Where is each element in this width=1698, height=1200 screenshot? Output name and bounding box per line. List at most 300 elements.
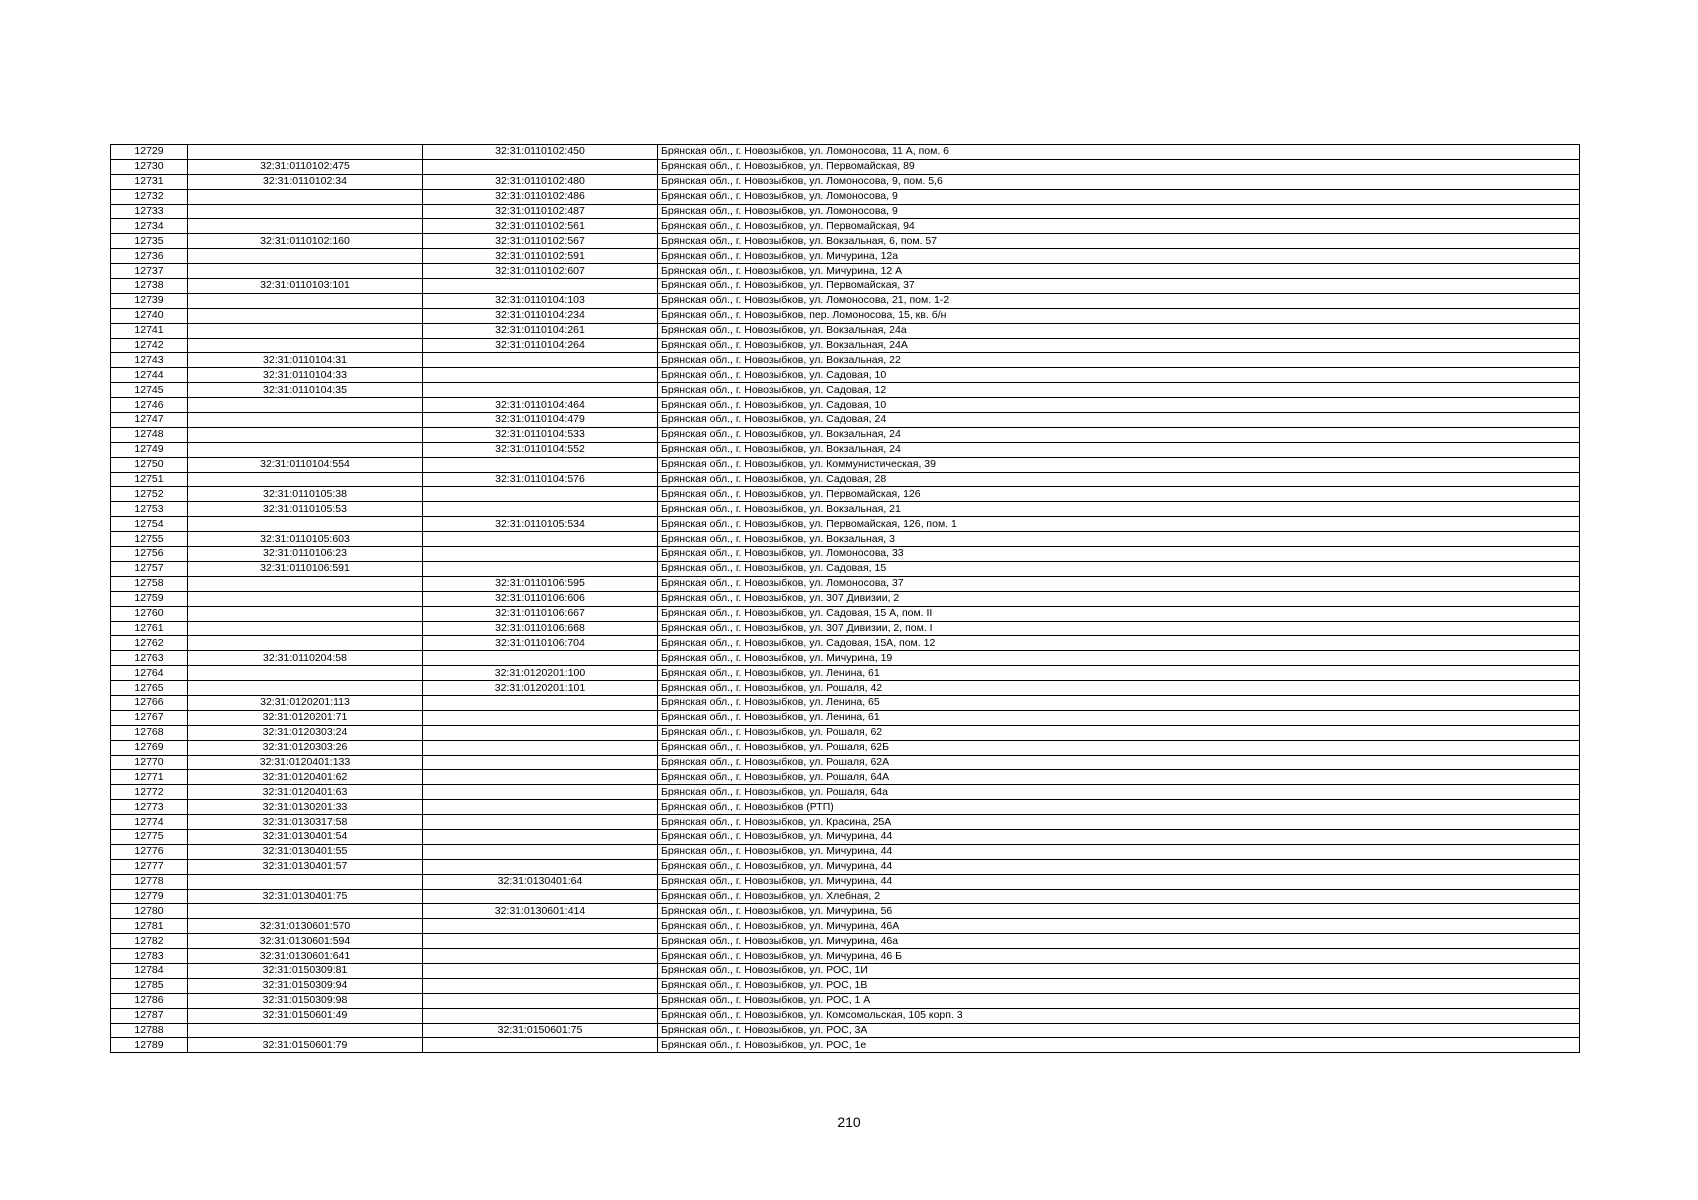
table-row [111,844,1580,859]
cadastral-number-cell: 32:31:0130201:33 [188,800,423,815]
address-cell: Брянская обл., г. Новозыбков, ул. Вокзальная, 22 [658,353,1580,368]
premises-cadastral-number-cell [423,993,658,1008]
address-cell: Брянская обл., г. Новозыбков, ул. Первомайская, 126, пом. 1 [658,517,1580,532]
registry-table [110,144,1580,1053]
cadastral-number-cell: 32:31:0110104:35 [188,383,423,398]
cadastral-number-cell [188,472,423,487]
row-number-cell: 12761 [111,621,188,636]
premises-cadastral-number-cell: 32:31:0110104:479 [423,413,658,428]
premises-cadastral-number-cell: 32:31:0130601:414 [423,904,658,919]
row-number-cell: 12746 [111,398,188,413]
cadastral-number-cell: 32:31:0110105:53 [188,502,423,517]
table-row [111,1008,1580,1023]
row-number-cell: 12753 [111,502,188,517]
row-number-cell: 12731 [111,174,188,189]
row-number-cell: 12784 [111,963,188,978]
table-row [111,561,1580,576]
premises-cadastral-number-cell [423,859,658,874]
table-row [111,159,1580,174]
premises-cadastral-number-cell [423,844,658,859]
row-number-cell: 12738 [111,279,188,294]
row-number-cell: 12759 [111,591,188,606]
table-row [111,353,1580,368]
cadastral-number-cell: 32:31:0120401:133 [188,755,423,770]
address-cell: Брянская обл., г. Новозыбков, ул. Садовая, 12 [658,383,1580,398]
row-number-cell: 12744 [111,368,188,383]
table-row [111,293,1580,308]
cadastral-number-cell [188,219,423,234]
table-row [111,368,1580,383]
cadastral-number-cell [188,293,423,308]
premises-cadastral-number-cell [423,487,658,502]
premises-cadastral-number-cell [423,710,658,725]
premises-cadastral-number-cell: 32:31:0110102:486 [423,189,658,204]
cadastral-number-cell [188,249,423,264]
address-cell: Брянская обл., г. Новозыбков, ул. Мичурина, 44 [658,874,1580,889]
premises-cadastral-number-cell [423,934,658,949]
premises-cadastral-number-cell [423,889,658,904]
premises-cadastral-number-cell [423,725,658,740]
row-number-cell: 12752 [111,487,188,502]
table-row [111,532,1580,547]
table-row [111,934,1580,949]
table-row [111,204,1580,219]
table-row [111,636,1580,651]
cadastral-number-cell [188,189,423,204]
row-number-cell: 12755 [111,532,188,547]
table-row [111,472,1580,487]
premises-cadastral-number-cell: 32:31:0110106:595 [423,576,658,591]
cadastral-number-cell: 32:31:0130401:55 [188,844,423,859]
address-cell: Брянская обл., г. Новозыбков, ул. РОС, 1И [658,963,1580,978]
premises-cadastral-number-cell [423,919,658,934]
address-cell: Брянская обл., г. Новозыбков, ул. Ломоносова, 9, пом. 5,6 [658,174,1580,189]
address-cell: Брянская обл., г. Новозыбков, ул. Первомайская, 89 [658,159,1580,174]
row-number-cell: 12743 [111,353,188,368]
address-cell: Брянская обл., г. Новозыбков, ул. Коммунистическая, 39 [658,457,1580,472]
cadastral-number-cell [188,681,423,696]
premises-cadastral-number-cell: 32:31:0110102:607 [423,264,658,279]
cadastral-number-cell [188,308,423,323]
row-number-cell: 12773 [111,800,188,815]
cadastral-number-cell [188,323,423,338]
premises-cadastral-number-cell: 32:31:0150601:75 [423,1023,658,1038]
address-cell: Брянская обл., г. Новозыбков, ул. Вокзальная, 24А [658,338,1580,353]
premises-cadastral-number-cell [423,755,658,770]
cadastral-number-cell: 32:31:0110106:591 [188,561,423,576]
table-row [111,606,1580,621]
cadastral-number-cell: 32:31:0120201:113 [188,695,423,710]
premises-cadastral-number-cell [423,770,658,785]
row-number-cell: 12785 [111,978,188,993]
premises-cadastral-number-cell: 32:31:0110104:103 [423,293,658,308]
address-cell: Брянская обл., г. Новозыбков, ул. Рошаля, 64А [658,770,1580,785]
address-cell: Брянская обл., г. Новозыбков, ул. Садовая, 10 [658,368,1580,383]
address-cell: Брянская обл., г. Новозыбков, ул. Ломоносова, 21, пом. 1-2 [658,293,1580,308]
address-cell: Брянская обл., г. Новозыбков, ул. Мичурина, 46а [658,934,1580,949]
table-row [111,323,1580,338]
address-cell: Брянская обл., г. Новозыбков, ул. Садовая, 24 [658,413,1580,428]
cadastral-number-cell: 32:31:0110104:31 [188,353,423,368]
premises-cadastral-number-cell [423,547,658,562]
table-row [111,457,1580,472]
row-number-cell: 12730 [111,159,188,174]
cadastral-number-cell: 32:31:0130601:570 [188,919,423,934]
premises-cadastral-number-cell [423,800,658,815]
cadastral-number-cell: 32:31:0150601:79 [188,1038,423,1053]
address-cell: Брянская обл., г. Новозыбков, ул. Первомайская, 126 [658,487,1580,502]
cadastral-number-cell: 32:31:0110102:160 [188,234,423,249]
table-row [111,234,1580,249]
row-number-cell: 12740 [111,308,188,323]
address-cell: Брянская обл., г. Новозыбков, ул. Садовая, 10 [658,398,1580,413]
cadastral-number-cell: 32:31:0130601:641 [188,949,423,964]
row-number-cell: 12787 [111,1008,188,1023]
premises-cadastral-number-cell: 32:31:0110104:261 [423,323,658,338]
cadastral-number-cell [188,338,423,353]
cadastral-number-cell: 32:31:0130401:75 [188,889,423,904]
address-cell: Брянская обл., г. Новозыбков, ул. Садовая, 28 [658,472,1580,487]
table-row [111,621,1580,636]
row-number-cell: 12768 [111,725,188,740]
cadastral-number-cell [188,145,423,160]
cadastral-number-cell [188,904,423,919]
row-number-cell: 12764 [111,666,188,681]
row-number-cell: 12751 [111,472,188,487]
table-row [111,681,1580,696]
address-cell: Брянская обл., г. Новозыбков, ул. Комсомольская, 105 корп. 3 [658,1008,1580,1023]
address-cell: Брянская обл., г. Новозыбков, ул. Ломоносова, 9 [658,204,1580,219]
table-row [111,383,1580,398]
row-number-cell: 12754 [111,517,188,532]
cadastral-number-cell: 32:31:0120201:71 [188,710,423,725]
cadastral-number-cell [188,517,423,532]
row-number-cell: 12766 [111,695,188,710]
table-row [111,338,1580,353]
premises-cadastral-number-cell: 32:31:0110104:234 [423,308,658,323]
row-number-cell: 12750 [111,457,188,472]
address-cell: Брянская обл., г. Новозыбков, ул. Садовая, 15А, пом. 12 [658,636,1580,651]
table-row [111,517,1580,532]
address-cell: Брянская обл., г. Новозыбков, ул. Ломоносова, 9 [658,189,1580,204]
address-cell: Брянская обл., г. Новозыбков, ул. Первомайская, 94 [658,219,1580,234]
premises-cadastral-number-cell: 32:31:0120201:101 [423,681,658,696]
premises-cadastral-number-cell [423,651,658,666]
cadastral-number-cell [188,874,423,889]
address-cell: Брянская обл., г. Новозыбков, ул. Хлебная, 2 [658,889,1580,904]
table-row [111,219,1580,234]
cadastral-number-cell: 32:31:0130401:57 [188,859,423,874]
cadastral-number-cell [188,264,423,279]
table-row [111,755,1580,770]
cadastral-number-cell: 32:31:0120303:24 [188,725,423,740]
premises-cadastral-number-cell [423,740,658,755]
row-number-cell: 12779 [111,889,188,904]
premises-cadastral-number-cell: 32:31:0110102:480 [423,174,658,189]
address-cell: Брянская обл., г. Новозыбков, ул. Вокзальная, 21 [658,502,1580,517]
cadastral-number-cell: 32:31:0130401:54 [188,829,423,844]
table-row [111,770,1580,785]
table-row [111,413,1580,428]
cadastral-number-cell: 32:31:0110106:23 [188,547,423,562]
row-number-cell: 12778 [111,874,188,889]
cadastral-number-cell: 32:31:0120401:63 [188,785,423,800]
address-cell: Брянская обл., г. Новозыбков, ул. Мичурина, 46 Б [658,949,1580,964]
row-number-cell: 12765 [111,681,188,696]
address-cell: Брянская обл., г. Новозыбков, ул. Ленина, 61 [658,666,1580,681]
premises-cadastral-number-cell: 32:31:0110102:567 [423,234,658,249]
table-row [111,874,1580,889]
cadastral-number-cell [188,591,423,606]
cadastral-number-cell [188,442,423,457]
table-row [111,904,1580,919]
address-cell: Брянская обл., г. Новозыбков, ул. Садовая, 15 [658,561,1580,576]
premises-cadastral-number-cell: 32:31:0110104:552 [423,442,658,457]
table-row [111,800,1580,815]
row-number-cell: 12745 [111,383,188,398]
row-number-cell: 12760 [111,606,188,621]
cadastral-number-cell [188,636,423,651]
address-cell: Брянская обл., г. Новозыбков, ул. Мичурина, 44 [658,829,1580,844]
address-cell: Брянская обл., г. Новозыбков, ул. Мичурина, 46А [658,919,1580,934]
address-cell: Брянская обл., г. Новозыбков, ул. Вокзальная, 24 [658,442,1580,457]
row-number-cell: 12769 [111,740,188,755]
table-row [111,279,1580,294]
cadastral-number-cell: 32:31:0120401:62 [188,770,423,785]
premises-cadastral-number-cell: 32:31:0110102:450 [423,145,658,160]
cadastral-number-cell: 32:31:0120303:26 [188,740,423,755]
row-number-cell: 12789 [111,1038,188,1053]
address-cell: Брянская обл., г. Новозыбков, ул. Вокзальная, 6, пом. 57 [658,234,1580,249]
row-number-cell: 12771 [111,770,188,785]
table-row [111,576,1580,591]
page-number: 210 [837,1114,861,1130]
premises-cadastral-number-cell [423,1038,658,1053]
row-number-cell: 12757 [111,561,188,576]
row-number-cell: 12777 [111,859,188,874]
address-cell: Брянская обл., г. Новозыбков, пер. Ломоносова, 15, кв. б/н [658,308,1580,323]
cadastral-number-cell [188,413,423,428]
cadastral-number-cell: 32:31:0130317:58 [188,815,423,830]
row-number-cell: 12741 [111,323,188,338]
cadastral-number-cell: 32:31:0130601:594 [188,934,423,949]
address-cell: Брянская обл., г. Новозыбков, ул. Рошаля, 62А [658,755,1580,770]
premises-cadastral-number-cell: 32:31:0130401:64 [423,874,658,889]
row-number-cell: 12749 [111,442,188,457]
table-row [111,829,1580,844]
address-cell: Брянская обл., г. Новозыбков, ул. РОС, 3А [658,1023,1580,1038]
premises-cadastral-number-cell: 32:31:0110106:668 [423,621,658,636]
cadastral-number-cell [188,1023,423,1038]
address-cell: Брянская обл., г. Новозыбков, ул. Мичурина, 56 [658,904,1580,919]
premises-cadastral-number-cell: 32:31:0110102:561 [423,219,658,234]
premises-cadastral-number-cell: 32:31:0110106:606 [423,591,658,606]
table-row [111,978,1580,993]
address-cell: Брянская обл., г. Новозыбков, ул. Ломоносова, 37 [658,576,1580,591]
table-row [111,710,1580,725]
address-cell: Брянская обл., г. Новозыбков, ул. Мичурина, 19 [658,651,1580,666]
cadastral-number-cell [188,666,423,681]
table-row [111,651,1580,666]
premises-cadastral-number-cell [423,963,658,978]
cadastral-number-cell: 32:31:0150309:98 [188,993,423,1008]
address-cell: Брянская обл., г. Новозыбков, ул. Вокзальная, 3 [658,532,1580,547]
address-cell: Брянская обл., г. Новозыбков, ул. Мичурина, 12 А [658,264,1580,279]
row-number-cell: 12732 [111,189,188,204]
row-number-cell: 12758 [111,576,188,591]
table-row [111,1038,1580,1053]
premises-cadastral-number-cell: 32:31:0110106:667 [423,606,658,621]
table-row [111,919,1580,934]
table-row [111,264,1580,279]
table-row [111,547,1580,562]
row-number-cell: 12756 [111,547,188,562]
premises-cadastral-number-cell [423,159,658,174]
row-number-cell: 12735 [111,234,188,249]
premises-cadastral-number-cell [423,1008,658,1023]
row-number-cell: 12781 [111,919,188,934]
table-row [111,725,1580,740]
cadastral-number-cell: 32:31:0110105:603 [188,532,423,547]
row-number-cell: 12737 [111,264,188,279]
table-row [111,785,1580,800]
premises-cadastral-number-cell [423,829,658,844]
row-number-cell: 12763 [111,651,188,666]
cadastral-number-cell: 32:31:0110102:34 [188,174,423,189]
address-cell: Брянская обл., г. Новозыбков, ул. Мичурина, 44 [658,844,1580,859]
row-number-cell: 12782 [111,934,188,949]
address-cell: Брянская обл., г. Новозыбков, ул. РОС, 1е [658,1038,1580,1053]
premises-cadastral-number-cell [423,368,658,383]
table-row [111,949,1580,964]
address-cell: Брянская обл., г. Новозыбков (РТП) [658,800,1580,815]
row-number-cell: 12770 [111,755,188,770]
address-cell: Брянская обл., г. Новозыбков, ул. Садовая, 15 А, пом. II [658,606,1580,621]
premises-cadastral-number-cell [423,353,658,368]
table-row [111,591,1580,606]
row-number-cell: 12775 [111,829,188,844]
premises-cadastral-number-cell [423,561,658,576]
table-row [111,249,1580,264]
row-number-cell: 12747 [111,413,188,428]
row-number-cell: 12733 [111,204,188,219]
table-row [111,502,1580,517]
premises-cadastral-number-cell: 32:31:0120201:100 [423,666,658,681]
premises-cadastral-number-cell: 32:31:0110104:533 [423,427,658,442]
premises-cadastral-number-cell [423,978,658,993]
table-row [111,427,1580,442]
table-row [111,308,1580,323]
premises-cadastral-number-cell: 32:31:0110102:591 [423,249,658,264]
address-cell: Брянская обл., г. Новозыбков, ул. 307 Дивизии, 2 [658,591,1580,606]
premises-cadastral-number-cell: 32:31:0110104:464 [423,398,658,413]
cadastral-number-cell: 32:31:0110104:554 [188,457,423,472]
row-number-cell: 12774 [111,815,188,830]
cadastral-number-cell [188,427,423,442]
table-row [111,487,1580,502]
address-cell: Брянская обл., г. Новозыбков, ул. Первомайская, 37 [658,279,1580,294]
address-cell: Брянская обл., г. Новозыбков, ул. Рошаля, 42 [658,681,1580,696]
cadastral-number-cell: 32:31:0150309:81 [188,963,423,978]
address-cell: Брянская обл., г. Новозыбков, ул. Рошаля, 62 [658,725,1580,740]
premises-cadastral-number-cell [423,815,658,830]
row-number-cell: 12767 [111,710,188,725]
row-number-cell: 12748 [111,427,188,442]
premises-cadastral-number-cell: 32:31:0110104:264 [423,338,658,353]
premises-cadastral-number-cell [423,502,658,517]
address-cell: Брянская обл., г. Новозыбков, ул. Мичурина, 44 [658,859,1580,874]
table-row [111,145,1580,160]
table-row [111,859,1580,874]
cadastral-number-cell: 32:31:0110102:475 [188,159,423,174]
cadastral-number-cell [188,398,423,413]
premises-cadastral-number-cell [423,279,658,294]
row-number-cell: 12783 [111,949,188,964]
cadastral-number-cell: 32:31:0110204:58 [188,651,423,666]
row-number-cell: 12734 [111,219,188,234]
row-number-cell: 12729 [111,145,188,160]
address-cell: Брянская обл., г. Новозыбков, ул. РОС, 1 А [658,993,1580,1008]
cadastral-number-cell [188,204,423,219]
row-number-cell: 12788 [111,1023,188,1038]
row-number-cell: 12736 [111,249,188,264]
address-cell: Брянская обл., г. Новозыбков, ул. Рошаля, 64а [658,785,1580,800]
address-cell: Брянская обл., г. Новозыбков, ул. РОС, 1В [658,978,1580,993]
table-row [111,189,1580,204]
table-row [111,174,1580,189]
premises-cadastral-number-cell: 32:31:0110106:704 [423,636,658,651]
cadastral-number-cell: 32:31:0110103:101 [188,279,423,294]
row-number-cell: 12762 [111,636,188,651]
table-row [111,1023,1580,1038]
cadastral-number-cell [188,576,423,591]
table-row [111,666,1580,681]
address-cell: Брянская обл., г. Новозыбков, ул. Вокзальная, 24 [658,427,1580,442]
table-row [111,695,1580,710]
premises-cadastral-number-cell [423,383,658,398]
cadastral-number-cell [188,621,423,636]
row-number-cell: 12772 [111,785,188,800]
registry-table-body [111,145,1580,1053]
address-cell: Брянская обл., г. Новозыбков, ул. Ленина, 65 [658,695,1580,710]
premises-cadastral-number-cell [423,532,658,547]
premises-cadastral-number-cell [423,695,658,710]
row-number-cell: 12742 [111,338,188,353]
address-cell: Брянская обл., г. Новозыбков, ул. Ломоносова, 33 [658,547,1580,562]
premises-cadastral-number-cell [423,457,658,472]
premises-cadastral-number-cell: 32:31:0110102:487 [423,204,658,219]
cadastral-number-cell: 32:31:0110105:38 [188,487,423,502]
cadastral-number-cell: 32:31:0150309:94 [188,978,423,993]
row-number-cell: 12739 [111,293,188,308]
table-row [111,815,1580,830]
cadastral-number-cell: 32:31:0110104:33 [188,368,423,383]
table-row [111,963,1580,978]
address-cell: Брянская обл., г. Новозыбков, ул. Мичурина, 12а [658,249,1580,264]
premises-cadastral-number-cell: 32:31:0110105:534 [423,517,658,532]
premises-cadastral-number-cell [423,785,658,800]
address-cell: Брянская обл., г. Новозыбков, ул. Вокзальная, 24а [658,323,1580,338]
address-cell: Брянская обл., г. Новозыбков, ул. Рошаля, 62Б [658,740,1580,755]
row-number-cell: 12780 [111,904,188,919]
address-cell: Брянская обл., г. Новозыбков, ул. Ломоносова, 11 А, пом. 6 [658,145,1580,160]
table-row [111,889,1580,904]
address-cell: Брянская обл., г. Новозыбков, ул. 307 Дивизии, 2, пом. I [658,621,1580,636]
row-number-cell: 12786 [111,993,188,1008]
table-row [111,442,1580,457]
address-cell: Брянская обл., г. Новозыбков, ул. Ленина, 61 [658,710,1580,725]
cadastral-number-cell: 32:31:0150601:49 [188,1008,423,1023]
